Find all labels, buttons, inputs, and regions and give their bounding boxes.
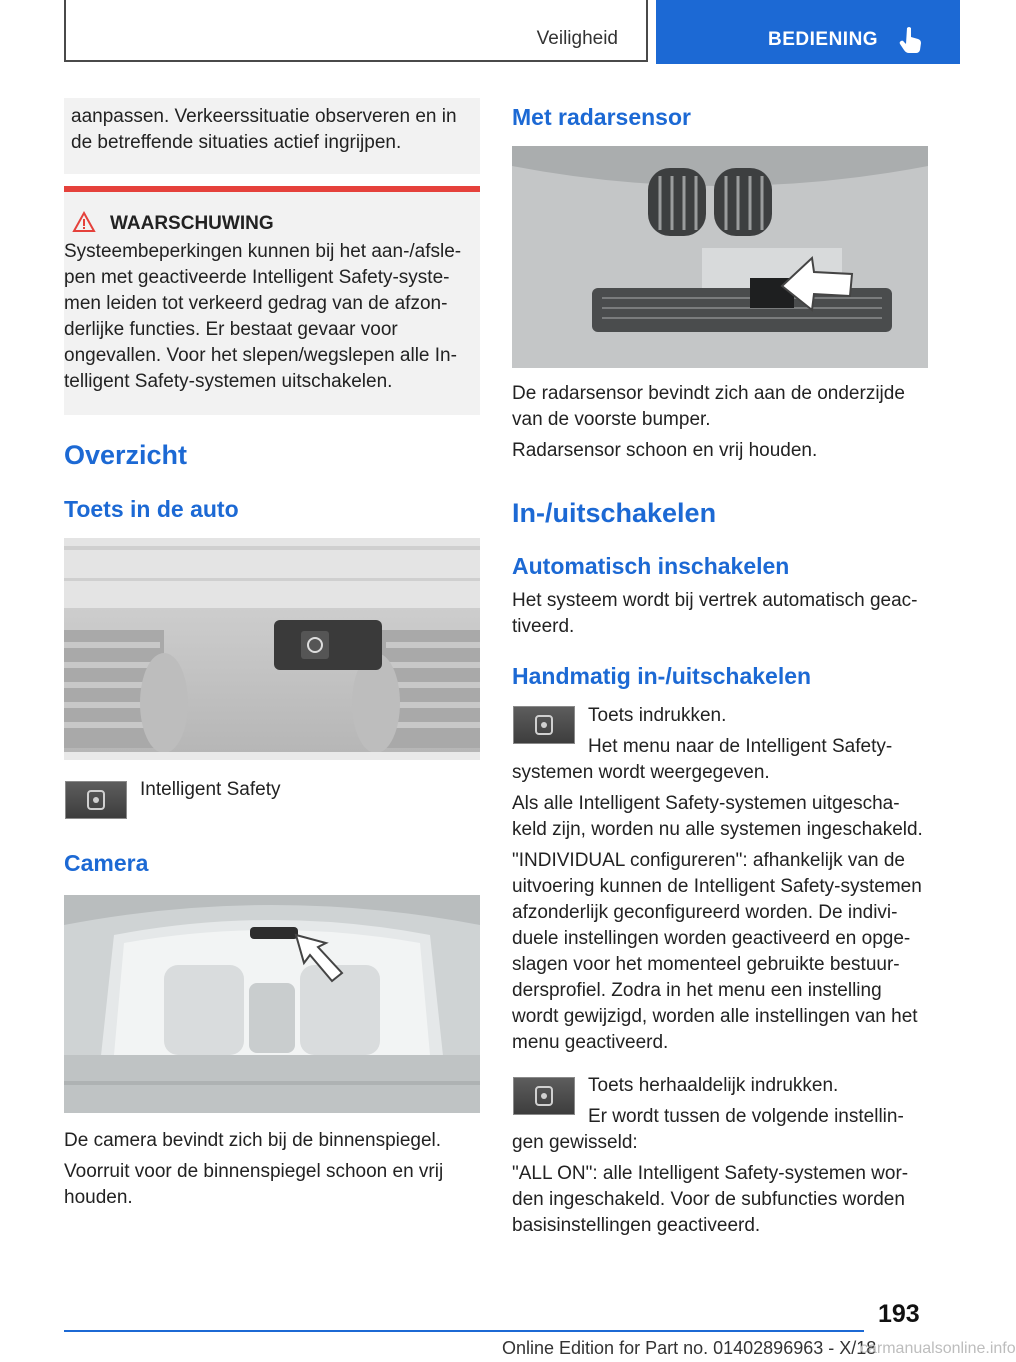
individual-line-6: dersprofiel. Zodra in het menu een instelling — [512, 980, 882, 1001]
heading-toets-in-de-auto: Toets in de auto — [64, 496, 239, 522]
hand-pointer-icon — [898, 26, 924, 54]
header-frame — [64, 0, 648, 62]
intelligent-safety-label: Intelligent Safety — [140, 779, 281, 800]
dashboard-button-photo — [64, 538, 480, 760]
individual-line-8: menu geactiveerd. — [512, 1032, 669, 1053]
section-title: Veiligheid — [536, 28, 618, 49]
auto-text-a: Het systeem wordt bij vertrek automatisch geac- — [512, 590, 918, 611]
radar-text-1b: van de voorste bumper. — [512, 409, 711, 430]
camera-text-2b: houden. — [64, 1187, 133, 1208]
alle-text-b: keld zijn, worden nu alle systemen ingeschakeld. — [512, 819, 923, 840]
camera-photo — [64, 895, 480, 1113]
individual-line-3: afzonderlijk geconfigureerd worden. De indivi- — [512, 902, 898, 923]
chapter-tab-label: BEDIENING — [768, 29, 879, 50]
allon-line-2: den ingeschakeld. Voor de subfuncties worden — [512, 1189, 905, 1210]
individual-line-2: uitvoering kunnen de Intelligent Safety-systemen — [512, 876, 922, 897]
warning-line-2: pen met geactiveerde Intelligent Safety-syste- — [64, 267, 450, 288]
allon-line-3: basisinstellingen geactiveerd. — [512, 1215, 761, 1236]
camera-text-2a: Voorruit voor de binnenspiegel schoon en vrij — [64, 1161, 444, 1182]
heading-automatisch-inschakelen: Automatisch inschakelen — [512, 553, 790, 579]
warning-title: WAARSCHUWING — [110, 213, 274, 234]
intelligent-safety-button-icon-2 — [513, 706, 575, 744]
warning-line-4: derlijke functies. Er bestaat gevaar voor — [64, 319, 398, 340]
warning-line-3: men leiden tot verkeerd gedrag van de afzon- — [64, 293, 448, 314]
allon-line-1: "ALL ON": alle Intelligent Safety-systemen wor- — [512, 1163, 909, 1184]
intelligent-safety-button-icon — [65, 781, 127, 819]
step1b-text-a: Het menu naar de Intelligent Safety- — [588, 736, 893, 757]
step2b-text-b: gen gewisseld: — [512, 1132, 638, 1153]
camera-text-1: De camera bevindt zich bij de binnenspiegel. — [64, 1130, 442, 1151]
radar-text-1a: De radarsensor bevindt zich aan de onderzijde — [512, 383, 905, 404]
intro-text-1: aanpassen. Verkeerssituatie observeren en in — [71, 106, 457, 127]
step2b-text-a: Er wordt tussen de volgende instellin- — [588, 1106, 904, 1127]
alle-text-a: Als alle Intelligent Safety-systemen uitgescha- — [512, 793, 900, 814]
heading-met-radarsensor: Met radarsensor — [512, 104, 691, 130]
radar-sensor-photo — [512, 146, 928, 368]
individual-line-5: slagen voor het momenteel gebruikte bestuur- — [512, 954, 900, 975]
individual-line-1: "INDIVIDUAL configureren": afhankelijk van de — [512, 850, 905, 871]
page-number: 193 — [878, 1300, 920, 1328]
footer-edition: Online Edition for Part no. 01402896963 - X/18 — [502, 1338, 877, 1358]
individual-line-7: wordt gewijzigd, worden alle instellingen van het — [512, 1006, 918, 1027]
chapter-tab[interactable] — [656, 0, 960, 64]
heading-handmatig: Handmatig in-/uitschakelen — [512, 663, 812, 689]
warning-line-5: ongevallen. Voor het slepen/wegslepen alle In- — [64, 345, 457, 366]
intelligent-safety-button-icon-3 — [513, 1077, 575, 1115]
heading-camera: Camera — [64, 850, 149, 876]
radar-text-2: Radarsensor schoon en vrij houden. — [512, 440, 818, 461]
step1b-text-b: systemen wordt weergegeven. — [512, 762, 770, 783]
warning-line-6: telligent Safety-systemen uitschakelen. — [64, 371, 393, 392]
step1-text: Toets indrukken. — [588, 705, 727, 726]
warning-triangle-icon — [72, 211, 96, 233]
auto-text-b: tiveerd. — [512, 616, 575, 637]
footer-watermark: carmanualsonline.info — [860, 1340, 1016, 1357]
heading-overzicht: Overzicht — [64, 440, 188, 470]
step2-text: Toets herhaaldelijk indrukken. — [588, 1075, 839, 1096]
warning-line-1: Systeembeperkingen kunnen bij het aan-/afsle- — [64, 241, 462, 262]
heading-in-uitschakelen: In-/uitschakelen — [512, 498, 717, 528]
intro-text-2: de betreffende situaties actief ingrijpen. — [71, 132, 402, 153]
individual-line-4: duele instellingen worden geactiveerd en opge- — [512, 928, 911, 949]
footer-divider — [64, 1330, 864, 1332]
